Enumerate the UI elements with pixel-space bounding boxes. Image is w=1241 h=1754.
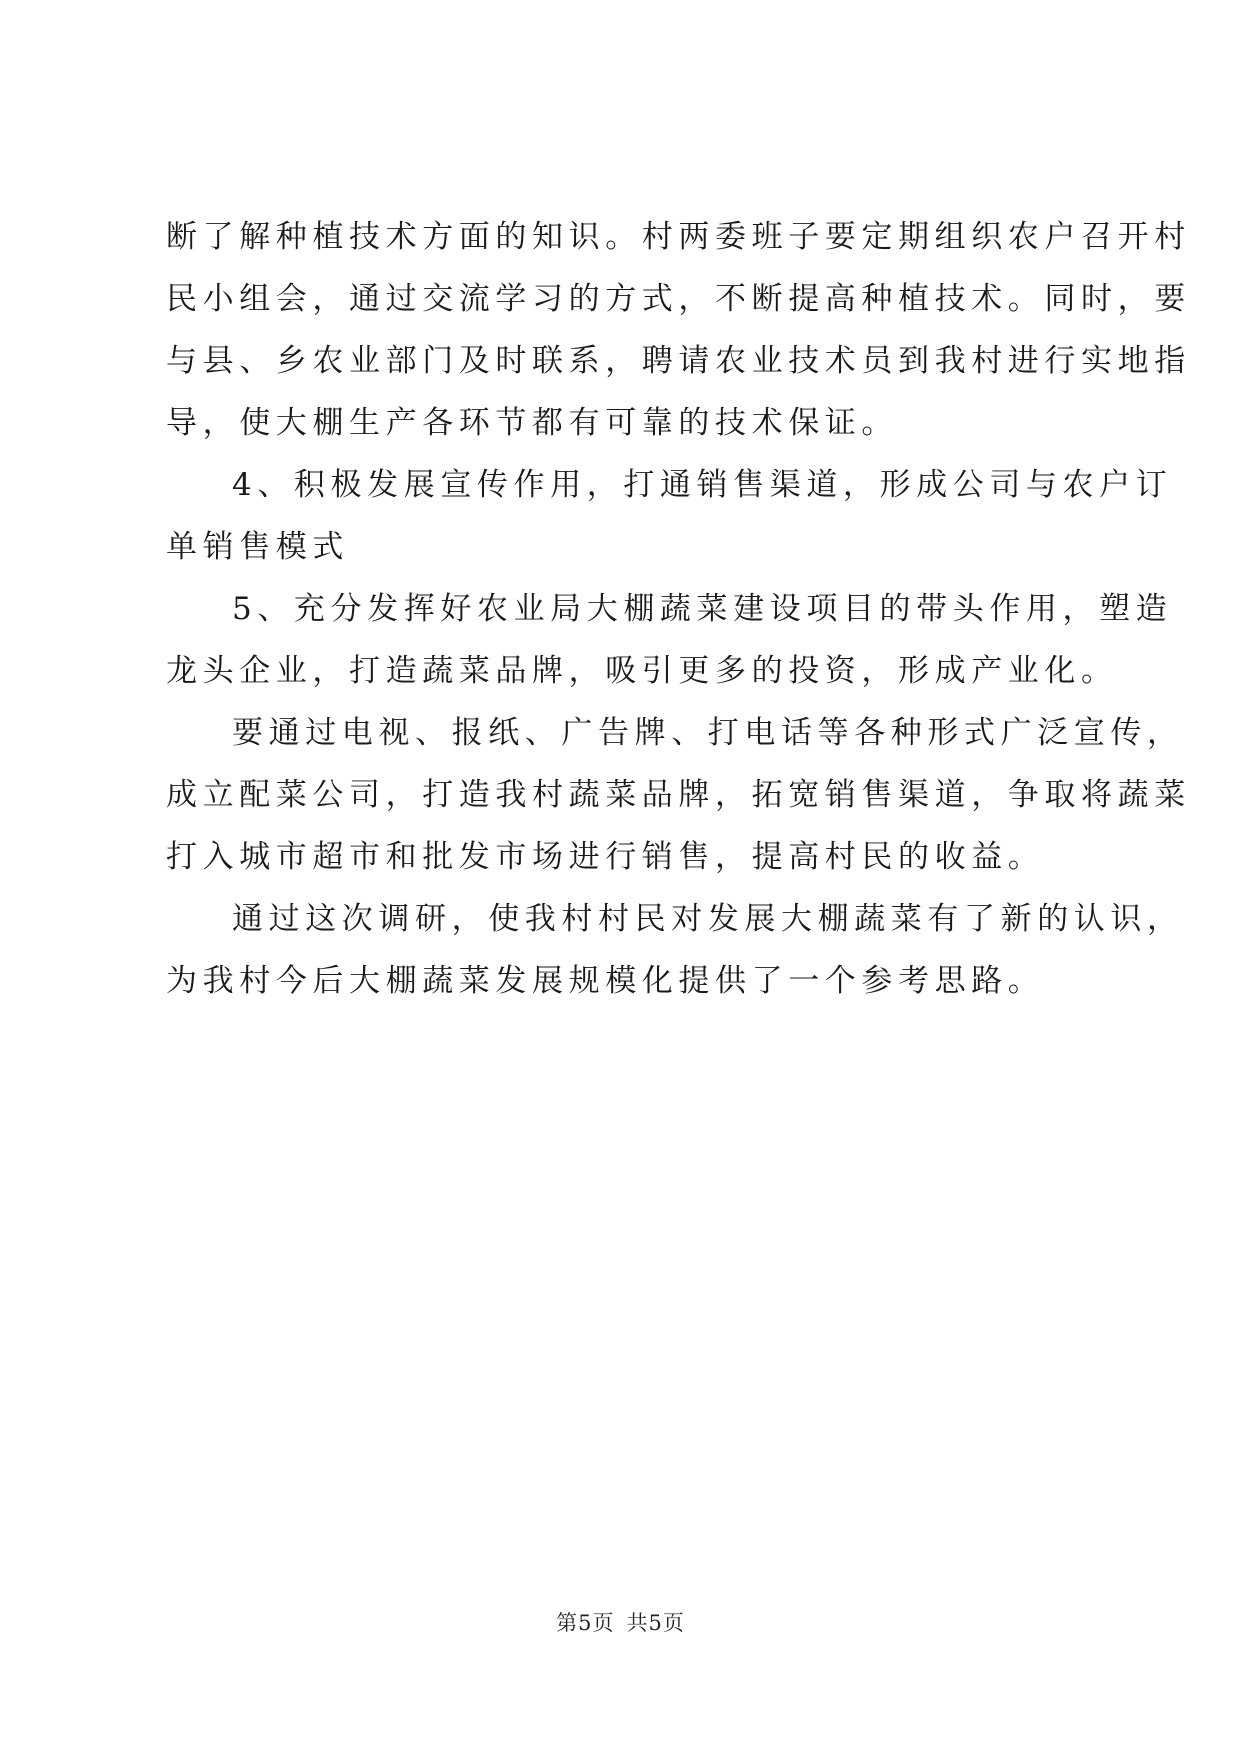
page-total: 共5页 <box>626 1611 685 1635</box>
page-number: 第5页 <box>556 1611 615 1635</box>
text-line: 单销售模式 <box>166 529 349 565</box>
list-item-4: 4、积极发展宣传作用，打通销售渠道，形成公司与农户订 <box>232 467 1173 503</box>
document-body <box>166 206 1191 1012</box>
text-line: 导，使大棚生产各环节都有可靠的技术保证。 <box>166 405 898 441</box>
text-line: 与县、乡农业部门及时联系，聘请农业技术员到我村进行实地指 <box>166 343 1191 379</box>
text-line: 成立配菜公司，打造我村蔬菜品牌，拓宽销售渠道，争取将蔬菜 <box>166 777 1191 813</box>
text-line: 龙头企业，打造蔬菜品牌，吸引更多的投资，形成产业化。 <box>166 653 1118 689</box>
text-line: 打入城市超市和批发市场进行销售，提高村民的收益。 <box>166 839 1045 875</box>
text-line: 为我村今后大棚蔬菜发展规模化提供了一个参考思路。 <box>166 963 1045 999</box>
text-line: 断了解种植技术方面的知识。村两委班子要定期组织农户召开村 <box>166 219 1191 255</box>
page-footer <box>0 1608 1241 1638</box>
paragraph-start: 通过这次调研，使我村村民对发展大棚蔬菜有了新的认识， <box>232 901 1184 937</box>
paragraph-start: 要通过电视、报纸、广告牌、打电话等各种形式广泛宣传， <box>232 715 1184 751</box>
text-line: 民小组会，通过交流学习的方式，不断提高种植技术。同时，要 <box>166 281 1191 317</box>
list-item-5: 5、充分发挥好农业局大棚蔬菜建设项目的带头作用，塑造 <box>232 591 1173 627</box>
